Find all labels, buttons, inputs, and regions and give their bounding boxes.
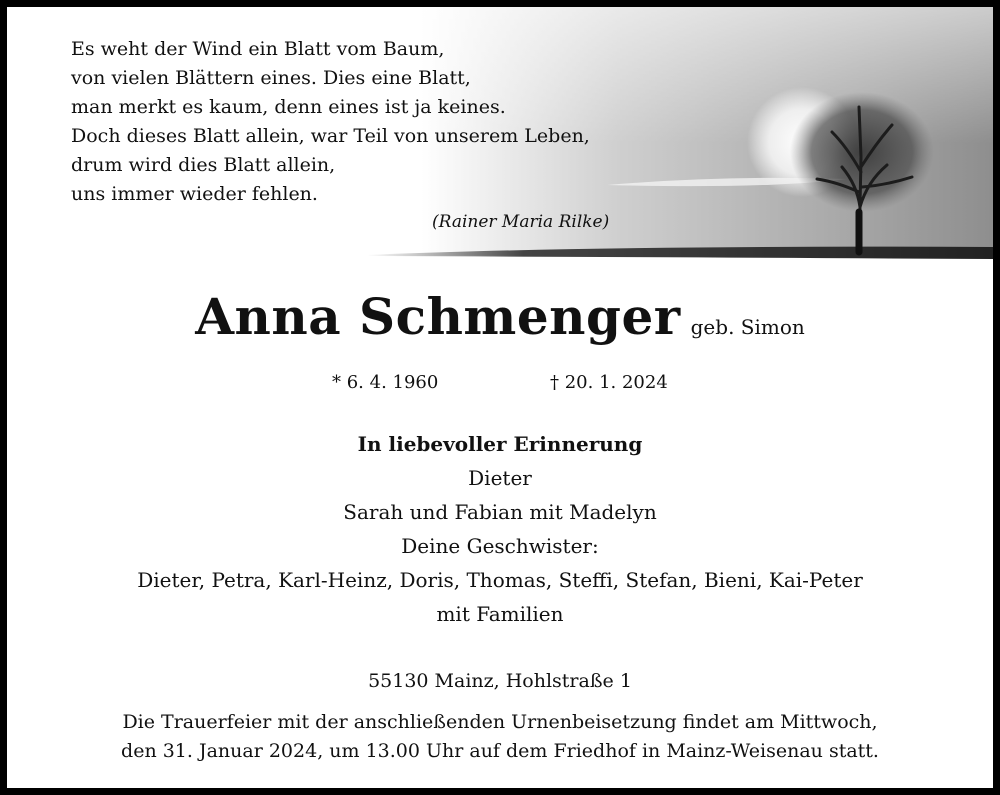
mourner-line: mit Familien bbox=[436, 602, 564, 626]
mourners-heading: In liebevoller Erinnerung bbox=[357, 432, 643, 456]
poem-line: drum wird dies Blatt allein, bbox=[71, 154, 336, 176]
service-line: Die Trauerfeier mit der anschließenden Urnenbeisetzung findet am Mittwoch, bbox=[122, 711, 878, 733]
poem-line: Es weht der Wind ein Blatt vom Baum, bbox=[71, 38, 445, 60]
deceased-name: Anna Schmenger bbox=[195, 287, 681, 346]
maiden-name: geb. Simon bbox=[690, 315, 805, 339]
mourner-line: Sarah und Fabian mit Madelyn bbox=[343, 500, 657, 524]
poem-attribution: (Rainer Maria Rilke) bbox=[432, 212, 610, 232]
poem-line: man merkt es kaum, denn eines ist ja keines. bbox=[71, 96, 506, 118]
birth-date: * 6. 4. 1960 bbox=[332, 372, 439, 393]
poem-line: Doch dieses Blatt allein, war Teil von unserem Leben, bbox=[71, 125, 590, 147]
death-date: † 20. 1. 2024 bbox=[550, 372, 668, 393]
service-line: den 31. Januar 2024, um 13.00 Uhr auf dem Friedhof in Mainz-Weisenau statt. bbox=[121, 740, 879, 762]
address: 55130 Mainz, Hohlstraße 1 bbox=[368, 670, 632, 692]
name-row bbox=[7, 287, 993, 346]
mourners-section bbox=[7, 427, 993, 631]
poem-line: von vielen Blättern eines. Dies eine Blatt, bbox=[71, 67, 471, 89]
mourner-line: Dieter bbox=[468, 466, 532, 490]
mourner-line: Dieter, Petra, Karl-Heinz, Doris, Thomas, Steffi, Stefan, Bieni, Kai-Peter bbox=[137, 568, 863, 592]
poem-line: uns immer wieder fehlen. bbox=[71, 183, 318, 205]
mourner-line: Deine Geschwister: bbox=[401, 534, 599, 558]
service-details bbox=[7, 708, 993, 766]
poem bbox=[71, 35, 590, 209]
